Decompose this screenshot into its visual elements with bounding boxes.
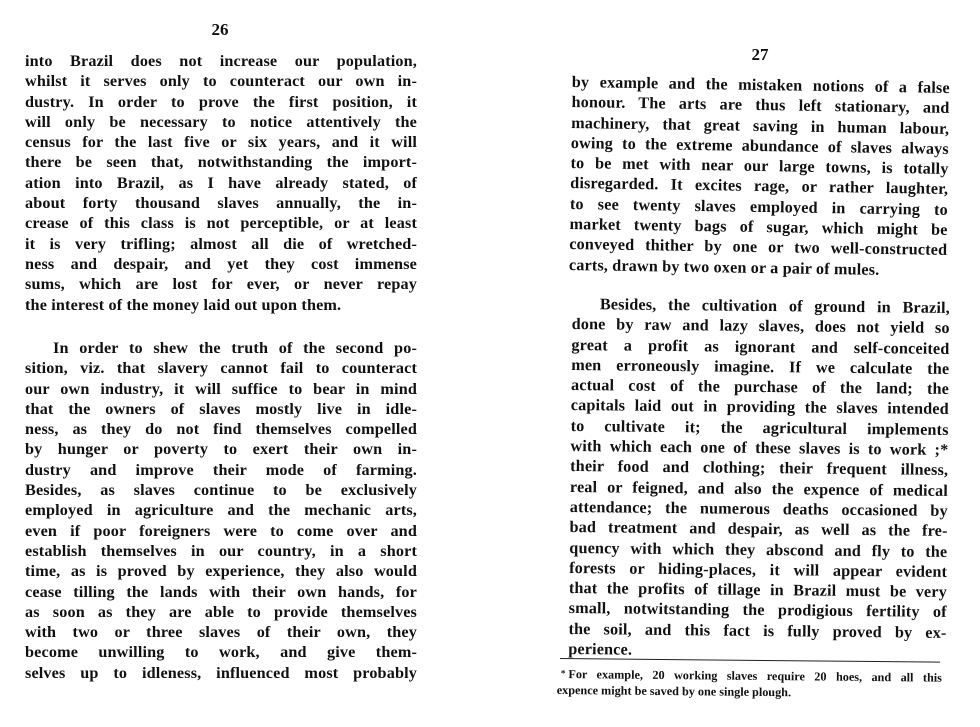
text-line: real or feigned, and also the expence of medical [569, 477, 949, 500]
text-line: our own industry, it will suffice to bear in mind [25, 379, 417, 398]
text-line: to be met with near our large towns, is totally [570, 154, 949, 179]
text-line: the interest of the money laid out upon them. [25, 295, 342, 314]
text-line: with which each one of these slaves is to work ;* [570, 437, 949, 460]
text-line: with two or three slaves of their own, they [25, 623, 417, 642]
footnote-line: expence might be saved by one single plough. [556, 682, 792, 700]
text-line: In order to shew the truth of the second po- [53, 339, 417, 357]
text-line: that the profits of tillage in Brazil must be very [568, 579, 947, 602]
text-line: men erroneously imagine. If we calculate the [571, 355, 950, 378]
paragraph [569, 72, 950, 281]
page-number: 26 [211, 20, 229, 39]
page-number: 27 [751, 45, 769, 64]
text-line: that the owners of slaves mostly live in idle- [25, 399, 417, 418]
text-line: census for the last five or six years, and it will [25, 133, 417, 152]
text-line: selves up to idleness, influenced most probably [25, 663, 417, 682]
text-line: Besides, as slaves continue to be exclusively [25, 481, 417, 500]
text-line: actual cost of the purchase of the land; the [570, 376, 950, 399]
footnote [557, 665, 942, 702]
text-line: attendance; the numerous deaths occasioned by [569, 497, 948, 520]
text-line: quency with which they abscond and fly to the [569, 538, 948, 561]
paragraph [568, 294, 950, 663]
text-line: cease tilling the lands with their own hands, for [25, 582, 417, 601]
text-line: market twenty bags of sugar, which might be [569, 215, 948, 239]
paragraph [25, 51, 417, 315]
text-line: machinery, that great saving in human labour, [571, 113, 950, 138]
text-line: carts, drawn by two oxen or a pair of mules. [568, 255, 880, 279]
text-line: become unwilling to work, and give them- [25, 643, 417, 662]
text-line: by example and the mistaken notions of a false [571, 72, 950, 97]
text-line: establish themselves in our country, in a short [25, 541, 417, 560]
text-line: employed in agriculture and the mechanic arts, [25, 501, 417, 520]
text-line: capitals laid out in providing the slaves intended [570, 396, 949, 419]
text-line: ation into Brazil, as I have already stated, of [25, 173, 417, 192]
paragraph [25, 338, 417, 683]
text-line: honour. The arts are thus left stationary, and [571, 93, 950, 118]
text-line: as soon as they are able to provide themselves [25, 602, 417, 621]
text-line: small, notwitstanding the prodigious fertility of [568, 599, 947, 622]
text-line: there be seen that, notwithstanding the import- [25, 153, 417, 172]
footnote-marker: * [560, 668, 566, 679]
text-line: Besides, the cultivation of ground in Brazil, [599, 295, 950, 317]
text-line: ness and despair, and yet they cost immense [25, 254, 417, 273]
text-line: dustry. In order to prove the first position, it [25, 92, 417, 111]
text-line: time, as is proved by experience, they also would [25, 562, 417, 581]
text-line: sition, viz. that slavery cannot fail to counteract [25, 359, 417, 378]
text-line: done by raw and lazy slaves, does not yield so [571, 315, 950, 338]
right-page [540, 0, 980, 727]
text-line: crease of this class is not perceptible, or at least [25, 214, 417, 233]
text-line: whilst it serves only to counteract our own in- [25, 72, 417, 91]
text-line: to see twenty slaves employed in carrying to [569, 194, 949, 219]
text-line: it is very trifling; almost all die of wretched- [25, 234, 417, 253]
text-line: into Brazil does not increase our population, [25, 52, 417, 70]
text-line: forests or hiding-places, it will appear evident [569, 558, 948, 581]
text-line: dustry and improve their mode of farming. [25, 460, 417, 479]
text-line: even if poor foreigners were to come over and [25, 521, 417, 540]
text-line: about forty thousand slaves annually, the in- [25, 194, 417, 213]
text-line: great a profit as ignorant and self-conceited [571, 335, 950, 358]
text-line: will only be necessary to notice attentively the [25, 112, 417, 131]
text-line: by hunger or poverty to exert their own in- [25, 440, 417, 459]
text-line: ness, as they do not find themselves compelled [25, 420, 417, 439]
text-line: conveyed thither by one or two well-constructed [569, 235, 948, 260]
footnote-text: For example, 20 working slaves require 20 hoes, and all this [568, 667, 942, 685]
text-line: bad treatment and despair, as well as the fre- [569, 518, 948, 541]
text-line: to cultivate it; the agricultural implements [570, 416, 949, 439]
text-line: perience. [568, 640, 633, 659]
text-line: owing to the extreme abundance of slaves always [570, 133, 949, 158]
text-line: disregarded. It excites rage, or rather laughter, [570, 174, 949, 199]
text-line: the soil, and this fact is fully proved by ex- [568, 619, 947, 642]
text-line: sums, which are lost for ever, or never repay [25, 275, 417, 294]
text-line: their food and clothing; their frequent illness, [570, 457, 949, 480]
